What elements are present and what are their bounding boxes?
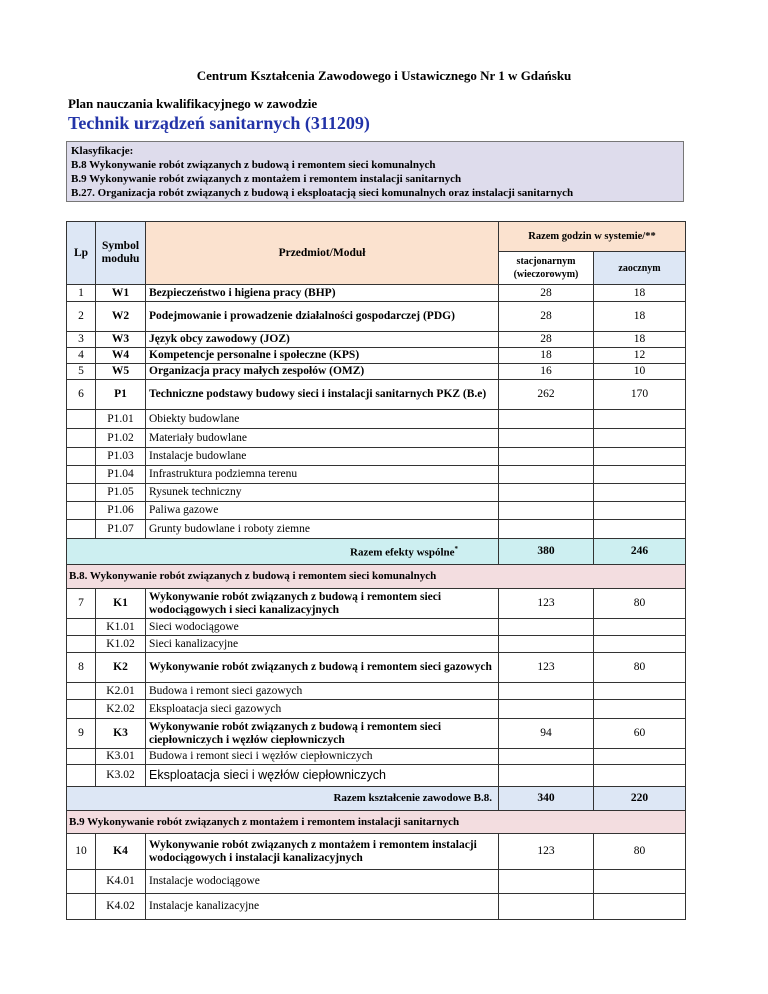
- table-row: [67, 619, 686, 636]
- section-row: [67, 565, 686, 589]
- unit-name: Materiały budowlane: [146, 429, 499, 448]
- table-row: [67, 380, 686, 410]
- total-stationary: 380: [499, 539, 594, 565]
- lp-cell: 1: [67, 285, 96, 302]
- hours-stationary: 16: [499, 364, 594, 380]
- hours-extramural: 60: [594, 719, 686, 749]
- total-extramural: 220: [594, 787, 686, 811]
- lp-cell: 8: [67, 653, 96, 683]
- unit-name: Instalacje kanalizacyjne: [146, 894, 499, 920]
- unit-symbol: K1.01: [96, 619, 146, 636]
- subject-cell: Wykonywanie robót związanych z budową i remontem sieci wodociągowych i sieci kanalizacyjnych: [146, 589, 499, 619]
- table-row: [67, 448, 686, 466]
- plan-title: Plan nauczania kwalifikacyjnego w zawodzie: [68, 96, 318, 111]
- header-lp: Lp: [67, 222, 96, 285]
- table-row: [67, 410, 686, 429]
- lp-cell: 5: [67, 364, 96, 380]
- hours-stationary: 18: [499, 348, 594, 364]
- qualifications-label: Klasyfikacje:: [71, 145, 134, 157]
- symbol-cell: W2: [96, 302, 146, 332]
- table-row: [67, 429, 686, 448]
- profession-title: Technik urządzeń sanitarnych (311209): [68, 113, 370, 133]
- hours-extramural: 10: [594, 364, 686, 380]
- hours-extramural: 80: [594, 834, 686, 870]
- hours-extramural: 18: [594, 332, 686, 348]
- table-row: [67, 364, 686, 380]
- table-row: [67, 484, 686, 502]
- lp-cell: 9: [67, 719, 96, 749]
- lp-cell: 2: [67, 302, 96, 332]
- subject-cell: Podejmowanie i prowadzenie działalności gospodarczej (PDG): [146, 302, 499, 332]
- table-row: [67, 466, 686, 484]
- subject-cell: Techniczne podstawy budowy sieci i instalacji sanitarnych PKZ (B.e): [146, 380, 499, 410]
- table-row: [67, 700, 686, 719]
- total-row: [67, 787, 686, 811]
- lp-cell: 4: [67, 348, 96, 364]
- header-symbol: Symbol modułu: [96, 222, 146, 285]
- table-row: [67, 765, 686, 787]
- unit-name: Grunty budowlane i roboty ziemne: [146, 520, 499, 539]
- table-row: [67, 653, 686, 683]
- hours-stationary: 28: [499, 302, 594, 332]
- table-row: [67, 719, 686, 749]
- unit-symbol: K2.01: [96, 683, 146, 700]
- table-row: [67, 636, 686, 653]
- hours-extramural: 170: [594, 380, 686, 410]
- subject-cell: Kompetencje personalne i społeczne (KPS): [146, 348, 499, 364]
- unit-name: Sieci kanalizacyjne: [146, 636, 499, 653]
- qualification-item: B.8 Wykonywanie robót związanych z budową i remontem sieci komunalnych: [71, 159, 436, 171]
- hours-extramural: 80: [594, 653, 686, 683]
- curriculum-table: [66, 221, 686, 920]
- hours-extramural: 18: [594, 285, 686, 302]
- header-extramural: zaocznym: [594, 252, 686, 285]
- table-row: [67, 302, 686, 332]
- subject-cell: Wykonywanie robót związanych z budową i remontem sieci gazowych: [146, 653, 499, 683]
- header-stationary: stacjonarnym (wieczorowym): [499, 252, 594, 285]
- symbol-cell: K3: [96, 719, 146, 749]
- table-row: [67, 683, 686, 700]
- table-row: [67, 894, 686, 920]
- unit-symbol: K4.02: [96, 894, 146, 920]
- header-hours-group: Razem godzin w systemie/**: [499, 222, 686, 252]
- table-row: [67, 332, 686, 348]
- unit-symbol: P1.07: [96, 520, 146, 539]
- unit-symbol: K4.01: [96, 870, 146, 894]
- total-extramural: 246: [594, 539, 686, 565]
- unit-symbol: P1.02: [96, 429, 146, 448]
- hours-stationary: 123: [499, 834, 594, 870]
- unit-name: Eksploatacja sieci gazowych: [146, 700, 499, 719]
- table-row: [67, 520, 686, 539]
- subject-cell: Bezpieczeństwo i higiena pracy (BHP): [146, 285, 499, 302]
- unit-symbol: P1.05: [96, 484, 146, 502]
- symbol-cell: P1: [96, 380, 146, 410]
- table-row: [67, 589, 686, 619]
- qualification-item: B.27. Organizacja robót związanych z budową i eksploatacją sieci komunalnych oraz instalacji sanitarnych: [71, 187, 574, 199]
- unit-name: Obiekty budowlane: [146, 410, 499, 429]
- hours-stationary: 94: [499, 719, 594, 749]
- subject-cell: Organizacja pracy małych zespołów (OMZ): [146, 364, 499, 380]
- unit-symbol: P1.03: [96, 448, 146, 466]
- hours-extramural: 18: [594, 302, 686, 332]
- unit-symbol: P1.01: [96, 410, 146, 429]
- unit-name: Rysunek techniczny: [146, 484, 499, 502]
- lp-cell: 6: [67, 380, 96, 410]
- b8-total-label: Razem kształcenie zawodowe B.8.: [67, 787, 499, 811]
- table-row: [67, 502, 686, 520]
- table-row: [67, 348, 686, 364]
- symbol-cell: K1: [96, 589, 146, 619]
- symbol-cell: W4: [96, 348, 146, 364]
- unit-symbol: P1.06: [96, 502, 146, 520]
- symbol-cell: W3: [96, 332, 146, 348]
- unit-symbol: K3.02: [96, 765, 146, 787]
- symbol-cell: K2: [96, 653, 146, 683]
- unit-name: Paliwa gazowe: [146, 502, 499, 520]
- hours-stationary: 28: [499, 285, 594, 302]
- common-total-label: Razem efekty wspólne*: [67, 539, 499, 565]
- total-stationary: 340: [499, 787, 594, 811]
- total-row: [67, 539, 686, 565]
- hours-stationary: 28: [499, 332, 594, 348]
- table-row: [67, 285, 686, 302]
- unit-symbol: K2.02: [96, 700, 146, 719]
- unit-name: Instalacje budowlane: [146, 448, 499, 466]
- unit-symbol: K1.02: [96, 636, 146, 653]
- unit-symbol: P1.04: [96, 466, 146, 484]
- institution-title: Centrum Kształcenia Zawodowego i Ustawicznego Nr 1 w Gdańsku: [196, 68, 572, 83]
- hours-stationary: 123: [499, 653, 594, 683]
- unit-name: Sieci wodociągowe: [146, 619, 499, 636]
- symbol-cell: W1: [96, 285, 146, 302]
- unit-name: Eksploatacja sieci i węzłów ciepłowniczych: [146, 765, 499, 787]
- lp-cell: 7: [67, 589, 96, 619]
- symbol-cell: K4: [96, 834, 146, 870]
- symbol-cell: W5: [96, 364, 146, 380]
- qualifications-box: [66, 141, 684, 202]
- hours-stationary: 123: [499, 589, 594, 619]
- table-row: [67, 870, 686, 894]
- section-row: [67, 811, 686, 834]
- unit-name: Budowa i remont sieci i węzłów ciepłowniczych: [146, 749, 499, 765]
- section-title-b9: B.9 Wykonywanie robót związanych z montażem i remontem instalacji sanitarnych: [67, 811, 686, 834]
- lp-cell: 10: [67, 834, 96, 870]
- table-row: [67, 834, 686, 870]
- hours-extramural: 12: [594, 348, 686, 364]
- unit-name: Infrastruktura podziemna terenu: [146, 466, 499, 484]
- subject-cell: Wykonywanie robót związanych z budową i remontem sieci ciepłowniczych i węzłów ciepłowniczych: [146, 719, 499, 749]
- table-row: [67, 749, 686, 765]
- section-title-b8: B.8. Wykonywanie robót związanych z budową i remontem sieci komunalnych: [67, 565, 686, 589]
- unit-name: Budowa i remont sieci gazowych: [146, 683, 499, 700]
- unit-name: Instalacje wodociągowe: [146, 870, 499, 894]
- qualification-item: B.9 Wykonywanie robót związanych z montażem i remontem instalacji sanitarnych: [71, 173, 462, 185]
- unit-symbol: K3.01: [96, 749, 146, 765]
- header-subject: Przedmiot/Moduł: [146, 222, 499, 285]
- subject-cell: Wykonywanie robót związanych z montażem i remontem instalacji wodociągowych i instalacji kanalizacyjnych: [146, 834, 499, 870]
- subject-cell: Język obcy zawodowy (JOZ): [146, 332, 499, 348]
- hours-extramural: 80: [594, 589, 686, 619]
- hours-stationary: 262: [499, 380, 594, 410]
- lp-cell: 3: [67, 332, 96, 348]
